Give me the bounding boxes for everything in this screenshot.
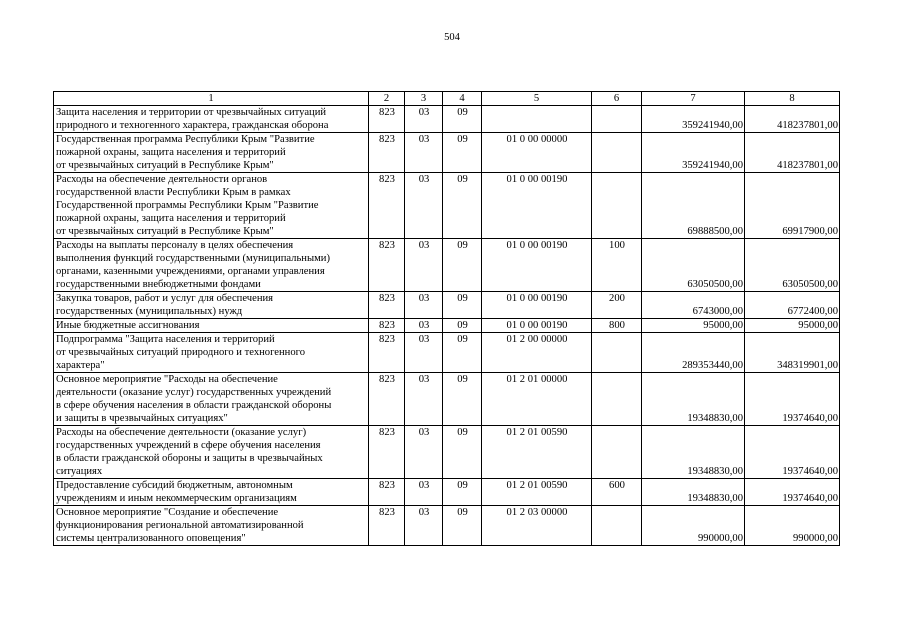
code-target-cell: 01 2 01 00590	[482, 426, 592, 479]
amount-cell-8: 63050500,00	[745, 239, 840, 292]
code-expense-type-cell	[592, 106, 642, 133]
code-admin-cell: 823	[369, 333, 405, 373]
code-admin-cell: 823	[369, 106, 405, 133]
table-row	[54, 319, 840, 333]
amount-cell-7: 95000,00	[642, 319, 745, 333]
table-row	[54, 173, 840, 239]
table-row	[54, 239, 840, 292]
page-number: 504	[444, 32, 460, 43]
table-row	[54, 292, 840, 319]
code-target-cell: 01 0 00 00190	[482, 173, 592, 239]
amount-cell-8: 19374640,00	[745, 426, 840, 479]
code-target-cell	[482, 106, 592, 133]
code-admin-cell: 823	[369, 292, 405, 319]
code-expense-type-cell: 800	[592, 319, 642, 333]
amount-cell-7: 69888500,00	[642, 173, 745, 239]
amount-cell-8: 69917900,00	[745, 173, 840, 239]
code-subsection-cell: 09	[443, 133, 482, 173]
code-expense-type-cell	[592, 373, 642, 426]
code-target-cell: 01 2 01 00000	[482, 373, 592, 426]
code-section-cell: 03	[405, 133, 443, 173]
code-expense-type-cell	[592, 333, 642, 373]
code-target-cell: 01 0 00 00000	[482, 133, 592, 173]
code-expense-type-cell: 100	[592, 239, 642, 292]
amount-cell-7: 359241940,00	[642, 106, 745, 133]
code-section-cell: 03	[405, 506, 443, 546]
amount-cell-8: 990000,00	[745, 506, 840, 546]
code-admin-cell: 823	[369, 319, 405, 333]
amount-cell-8: 418237801,00	[745, 106, 840, 133]
table-row	[54, 373, 840, 426]
code-target-cell: 01 0 00 00190	[482, 239, 592, 292]
code-subsection-cell: 09	[443, 479, 482, 506]
header-row	[54, 92, 840, 106]
code-subsection-cell: 09	[443, 319, 482, 333]
header-cell: 3	[405, 92, 443, 106]
row-name-cell: Расходы на выплаты персоналу в целях обеспечения выполнения функций государственными (муниципальными) органами, казенными учреждениями, органами управления государственными внебюджетными фондами	[54, 239, 369, 292]
row-name-cell: Расходы на обеспечение деятельности (оказание услуг) государственных учреждений в сфере обучения населения в области гражданской обороны и защиты в чрезвычайных ситуациях	[54, 426, 369, 479]
amount-cell-8: 418237801,00	[745, 133, 840, 173]
table-row	[54, 106, 840, 133]
row-name-cell: Расходы на обеспечение деятельности органов государственной власти Республики Крым в рамках Государственной программы Республики Крым "Развитие пожарной охраны, защита населения и территорий от чрезвычайных ситуаций в Республике Крым"	[54, 173, 369, 239]
amount-cell-8: 95000,00	[745, 319, 840, 333]
code-section-cell: 03	[405, 373, 443, 426]
code-section-cell: 03	[405, 106, 443, 133]
code-admin-cell: 823	[369, 133, 405, 173]
code-subsection-cell: 09	[443, 426, 482, 479]
table-row	[54, 506, 840, 546]
row-name-cell: Предоставление субсидий бюджетным, автономным учреждениям и иным некоммерческим организациям	[54, 479, 369, 506]
code-section-cell: 03	[405, 479, 443, 506]
code-section-cell: 03	[405, 319, 443, 333]
code-admin-cell: 823	[369, 373, 405, 426]
code-target-cell: 01 2 01 00590	[482, 479, 592, 506]
amount-cell-8: 19374640,00	[745, 479, 840, 506]
row-name-cell: Закупка товаров, работ и услуг для обеспечения государственных (муниципальных) нужд	[54, 292, 369, 319]
header-cell: 7	[642, 92, 745, 106]
header-cell: 4	[443, 92, 482, 106]
table-row	[54, 333, 840, 373]
table-row	[54, 479, 840, 506]
amount-cell-7: 359241940,00	[642, 133, 745, 173]
code-subsection-cell: 09	[443, 506, 482, 546]
header-cell: 2	[369, 92, 405, 106]
code-target-cell: 01 0 00 00190	[482, 319, 592, 333]
code-admin-cell: 823	[369, 173, 405, 239]
code-section-cell: 03	[405, 333, 443, 373]
code-target-cell: 01 2 03 00000	[482, 506, 592, 546]
code-admin-cell: 823	[369, 479, 405, 506]
amount-cell-8: 19374640,00	[745, 373, 840, 426]
row-name-cell: Государственная программа Республики Крым "Развитие пожарной охраны, защита населения и территорий от чрезвычайных ситуаций в Республике Крым"	[54, 133, 369, 173]
code-section-cell: 03	[405, 173, 443, 239]
code-subsection-cell: 09	[443, 239, 482, 292]
header-cell: 1	[54, 92, 369, 106]
table-row	[54, 426, 840, 479]
code-target-cell: 01 0 00 00190	[482, 292, 592, 319]
code-admin-cell: 823	[369, 426, 405, 479]
budget-table	[53, 91, 840, 546]
code-expense-type-cell: 600	[592, 479, 642, 506]
header-cell: 5	[482, 92, 592, 106]
code-admin-cell: 823	[369, 239, 405, 292]
amount-cell-8: 6772400,00	[745, 292, 840, 319]
code-section-cell: 03	[405, 239, 443, 292]
code-expense-type-cell	[592, 133, 642, 173]
amount-cell-7: 63050500,00	[642, 239, 745, 292]
amount-cell-7: 6743000,00	[642, 292, 745, 319]
code-section-cell: 03	[405, 426, 443, 479]
amount-cell-7: 289353440,00	[642, 333, 745, 373]
amount-cell-7: 19348830,00	[642, 426, 745, 479]
code-expense-type-cell	[592, 173, 642, 239]
table-row	[54, 133, 840, 173]
header-cell: 6	[592, 92, 642, 106]
amount-cell-7: 990000,00	[642, 506, 745, 546]
code-subsection-cell: 09	[443, 106, 482, 133]
code-expense-type-cell	[592, 506, 642, 546]
code-expense-type-cell: 200	[592, 292, 642, 319]
amount-cell-8: 348319901,00	[745, 333, 840, 373]
row-name-cell: Иные бюджетные ассигнования	[54, 319, 369, 333]
row-name-cell: Подпрограмма "Защита населения и территорий от чрезвычайных ситуаций природного и техногенного характера"	[54, 333, 369, 373]
code-section-cell: 03	[405, 292, 443, 319]
code-expense-type-cell	[592, 426, 642, 479]
amount-cell-7: 19348830,00	[642, 479, 745, 506]
code-subsection-cell: 09	[443, 373, 482, 426]
amount-cell-7: 19348830,00	[642, 373, 745, 426]
code-subsection-cell: 09	[443, 173, 482, 239]
code-target-cell: 01 2 00 00000	[482, 333, 592, 373]
header-cell: 8	[745, 92, 840, 106]
code-admin-cell: 823	[369, 506, 405, 546]
code-subsection-cell: 09	[443, 333, 482, 373]
row-name-cell: Основное мероприятие "Расходы на обеспечение деятельности (оказание услуг) государственных учреждений в сфере обучения населения в области гражданской обороны и защиты в чрезвычайных ситуациях"	[54, 373, 369, 426]
row-name-cell: Основное мероприятие "Создание и обеспечение функционирования региональной автоматизированной системы централизованного оповещения"	[54, 506, 369, 546]
code-subsection-cell: 09	[443, 292, 482, 319]
row-name-cell: Защита населения и территории от чрезвычайных ситуаций природного и техногенного характера, гражданская оборона	[54, 106, 369, 133]
